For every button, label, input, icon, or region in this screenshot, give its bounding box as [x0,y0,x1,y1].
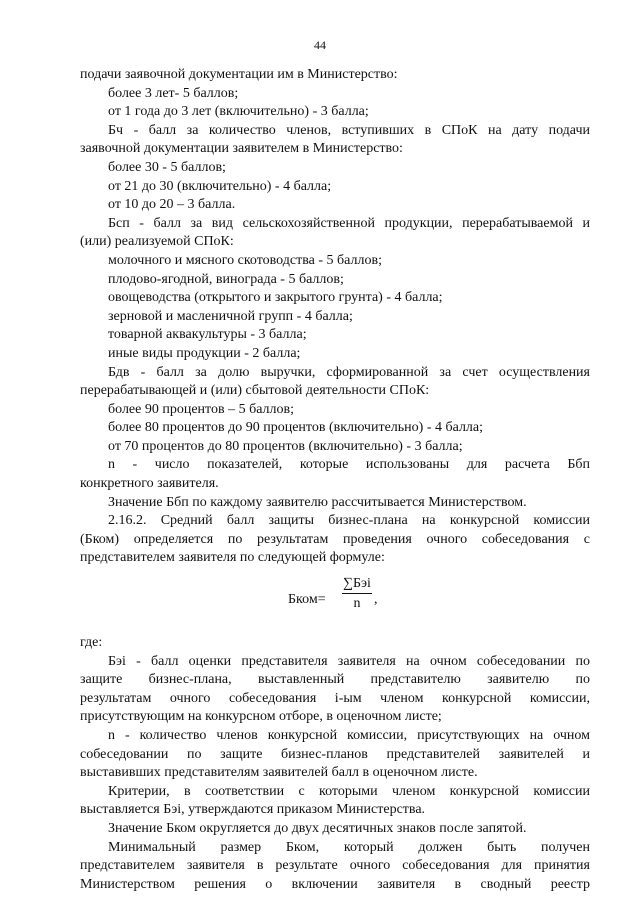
text-line: Бсп - балл за вид сельскохозяйственной продукции, перерабатываемой и [108,215,590,231]
formula-comma: , [374,592,378,608]
text-line: защите бизнес-плана, выставленный представителю заявителю по [80,672,590,688]
text-line: от 70 процентов до 80 процентов (включительно) - 3 балла; [108,438,463,454]
text-line: зерновой и масленичной групп - 4 балла; [108,308,353,324]
text-line: молочного и мясного скотоводства - 5 баллов; [108,252,382,268]
text-line: овощеводства (открытого и закрытого грунта) - 4 балла; [108,290,443,306]
text-line: Минимальный размер Бком, который должен быть получен [108,839,590,855]
text-line: более 80 процентов до 90 процентов (включительно) - 4 балла; [108,420,484,436]
text-line: от 21 до 30 (включительно) - 4 балла; [108,178,332,194]
text-line: более 30 - 5 баллов; [108,159,226,175]
text-line: (Бком) определяется по результатам проведения очного собеседования с [80,531,590,547]
text-line: от 1 года до 3 лет (включительно) - 3 балла; [108,104,369,120]
text-line: более 3 лет- 5 баллов; [108,85,239,101]
text-line: представителем заявителя в результате очного собеседования для принятия [80,858,590,874]
text-line: 2.16.2. Средний балл защиты бизнес-плана на конкурсной комиссии [108,513,590,529]
text-line: представителем заявителя по следующей формуле: [80,550,385,566]
text-line: n - число показателей, которые использованы для расчета Ббп [108,457,590,473]
text-line: Бч - балл за количество членов, вступивших в СПоК на дату подачи [108,122,590,138]
text-line: Значение Бком округляется до двух десятичных знаков после запятой. [108,820,527,836]
formula-lhs: Бком= [288,592,326,608]
formula-fraction [342,576,372,612]
formula-bkom [80,570,590,634]
text-line: Министерством решения о включении заявителя в сводный реестр [80,876,590,892]
formula-denominator: n [353,596,361,612]
text-line: где: [80,635,103,651]
text-line: n - количество членов конкурсной комиссии, присутствующих на очном [108,728,590,743]
text-line: Критерии, в соответствии с которыми членом конкурсной комиссии [108,783,590,799]
text-line: выставляется Бэi, утверждаются приказом Министерства. [80,802,426,818]
text-line: более 90 процентов – 5 баллов; [108,401,295,417]
text-line: Значение Ббп по каждому заявителю рассчитывается Министерством. [108,494,527,510]
text-line: иные виды продукции - 2 балла; [108,345,301,361]
text-line: плодово-ягодной, винограда - 5 баллов; [108,271,344,287]
text-line: заявочной документации заявителем в Министерство: [80,141,403,157]
text-line: Бдв - балл за долю выручки, сформированной за счет осуществления [108,364,590,380]
text-line: подачи заявочной документации им в Министерство: [80,67,398,82]
text-line: (или) реализуемой СПоК: [80,234,234,250]
text-line: выставивших представителям заявителей балл в оценочном листе. [80,765,478,781]
formula-numerator: ∑Бэi [342,576,372,594]
text-line: товарной аквакультуры - 3 балла; [108,327,307,343]
text-line: перерабатывающей и (или) сбытовой деятельности СПоК: [80,383,430,399]
text-line: Бэi - балл оценки представителя заявителя на очном собеседовании по [108,653,590,669]
page-number: 44 [314,38,326,52]
text-line: конкретного заявителя. [80,476,219,492]
text-line: присутствующим на конкурсном отборе, в оценочном листе; [80,709,442,725]
text-line: результатам очного собеседования i-ым членом конкурсной комиссии, [80,690,590,706]
text-line: от 10 до 20 – 3 балла. [108,197,236,213]
text-line: собеседовании по защите бизнес-планов представителей заявителей и [80,746,590,762]
document-body [80,66,590,894]
